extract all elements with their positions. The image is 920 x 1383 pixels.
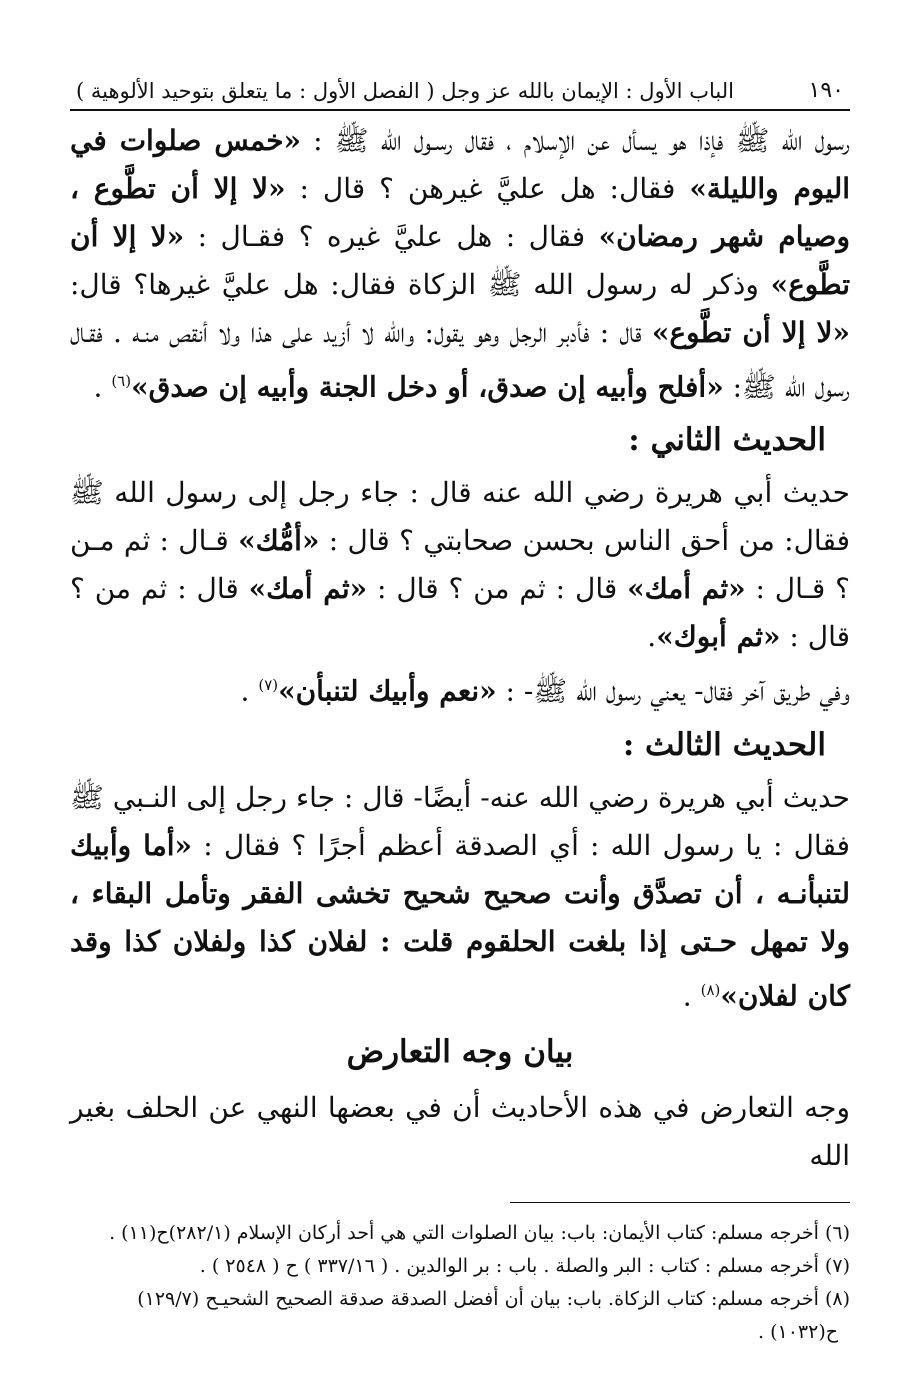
text-segment: قال : ثم من ؟ قال : (367, 572, 628, 606)
prophetic-quote: «خمس صلوات في اليوم والليلة» (70, 124, 851, 205)
footnote-6: (٦) أخرجه مسلم: كتاب الأيمان: باب: بيان الصلوات التي هي أحد أركان الإسلام (٢٨٢/١)ح(١١) . (109, 1221, 850, 1244)
prophetic-quote: «أفلح وأبيه إن صدق، أو دخل الجنة وأبيه إن صدق» (131, 370, 724, 404)
footnote-ref: (٦) (111, 372, 132, 390)
running-title: الباب الأول : الإيمان بالله عز وجل ( الفصل الأول : ما يتعلق بتوحيد الألوهية ) (76, 79, 734, 103)
footnote-ref: (٧) (258, 676, 279, 695)
text-segment: . (240, 674, 259, 708)
footnote-8: (٨) أخرجه مسلم: كتاب الزكاة. باب: بيان أن أفضل الصدقة صدقة الصحيح الشحيـح (١٢٩/٧) (137, 1287, 850, 1310)
prophetic-quote: «ثم أمك» (248, 572, 368, 606)
prophetic-quote: «نعم وأبيك لتنبأن» (278, 674, 497, 708)
prophetic-quote: «لا إلا أن تطَّوع» (651, 316, 850, 349)
text-segment: حديث أبي هريرة رضي الله عنه- أيضًا- قال : جاء رجل إلى النـبي ﷺ فقال : يا رسول الله : أي الصدقة أعظم أجرًا ؟ فقال : (70, 780, 850, 862)
prophetic-quote: «ثم أمك» (627, 572, 746, 606)
text-segment: رسول الله ﷺ فإذا هو يسأل عن الإسلام ، فقال رسـول الله ﷺ : (301, 124, 850, 157)
paragraph-hadith-1 (70, 117, 850, 411)
text-segment: . (682, 978, 701, 1012)
paragraph-hadith-2 (70, 469, 850, 661)
footnote-8-continuation: ح(١٠٣٢) . (757, 1320, 838, 1343)
text-segment: فقال : هل عليَّ غيره ؟ فقـال : (184, 220, 599, 253)
prophetic-quote: «لا إلا أن تطَّوع ، وصيام شهر رمضان» (70, 172, 850, 253)
footnote-ref: (٨) (700, 980, 721, 999)
paragraph-contradiction: وجه التعارض في هذه الأحاديث أن في بعضها النهي عن الحلف بغير الله (70, 1090, 850, 1172)
paragraph-other-route (70, 661, 850, 715)
text-segment: قال : فأدبر الرجل وهو يقول: والله لا أزيد على هذا ولا أنقص منـه . فقـال رسول الله ﷺ: (70, 316, 850, 404)
text-segment: . (93, 370, 112, 404)
paragraph-hadith-3 (70, 774, 850, 1020)
book-page (70, 78, 850, 1349)
text-segment: وفي طريق آخر فقال- يعني رسول الله ﷺ- : (496, 674, 850, 708)
prophetic-quote: «أما وأبيك لتنبأنـه ، أن تصدَّق وأنت صحيح شحيح تخشى الفقر وتأمل البقاء ، ولا تمهل حـتى إذا بلغت الحلقوم قلت : لفلان كذا ولفلان كذا وقد كان لفلان» (70, 828, 850, 1012)
heading-contradiction: بيان وجه التعارض (346, 1033, 574, 1070)
page-number: ١٩٠ (808, 78, 844, 103)
heading-second-hadith: الحديث الثاني : (628, 422, 826, 459)
text-segment: قـال : ثم مـن ؟ قـال : (70, 524, 851, 606)
text-segment: فقال: هل عليَّ غيرهن ؟ قال : (285, 172, 690, 205)
text-segment: قال : ثم من ؟ قال : (70, 572, 850, 654)
prophetic-quote: «لا إلا أن تطَّوع» (70, 220, 850, 301)
page-body (70, 117, 850, 1349)
running-header (70, 78, 850, 111)
prophetic-quote: «أمُّك» (238, 524, 320, 558)
footnote-separator (510, 1202, 850, 1203)
footnotes (70, 1217, 850, 1349)
heading-third-hadith: الحديث الثالث : (622, 726, 826, 763)
text-segment: وذكر له رسول الله ﷺ الزكاة فقال: هل عليَّ غيرها؟ قال: (70, 268, 771, 301)
footnote-7: (٧) أخرجه مسلم : كتاب : البر والصلة . باب : بر الوالدين . ( ٣٣٧/١٦ ) ح ( ٢٥٤٨ ) . (199, 1254, 850, 1277)
text-segment: حديث أبي هريرة رضي الله عنه قال : جاء رجل إلى رسول الله ﷺ فقال: من أحق الناس بحسن صحابتي ؟ قال : (70, 476, 850, 558)
prophetic-quote: «ثم أبوك» (656, 620, 781, 654)
text-segment: . (647, 620, 657, 654)
